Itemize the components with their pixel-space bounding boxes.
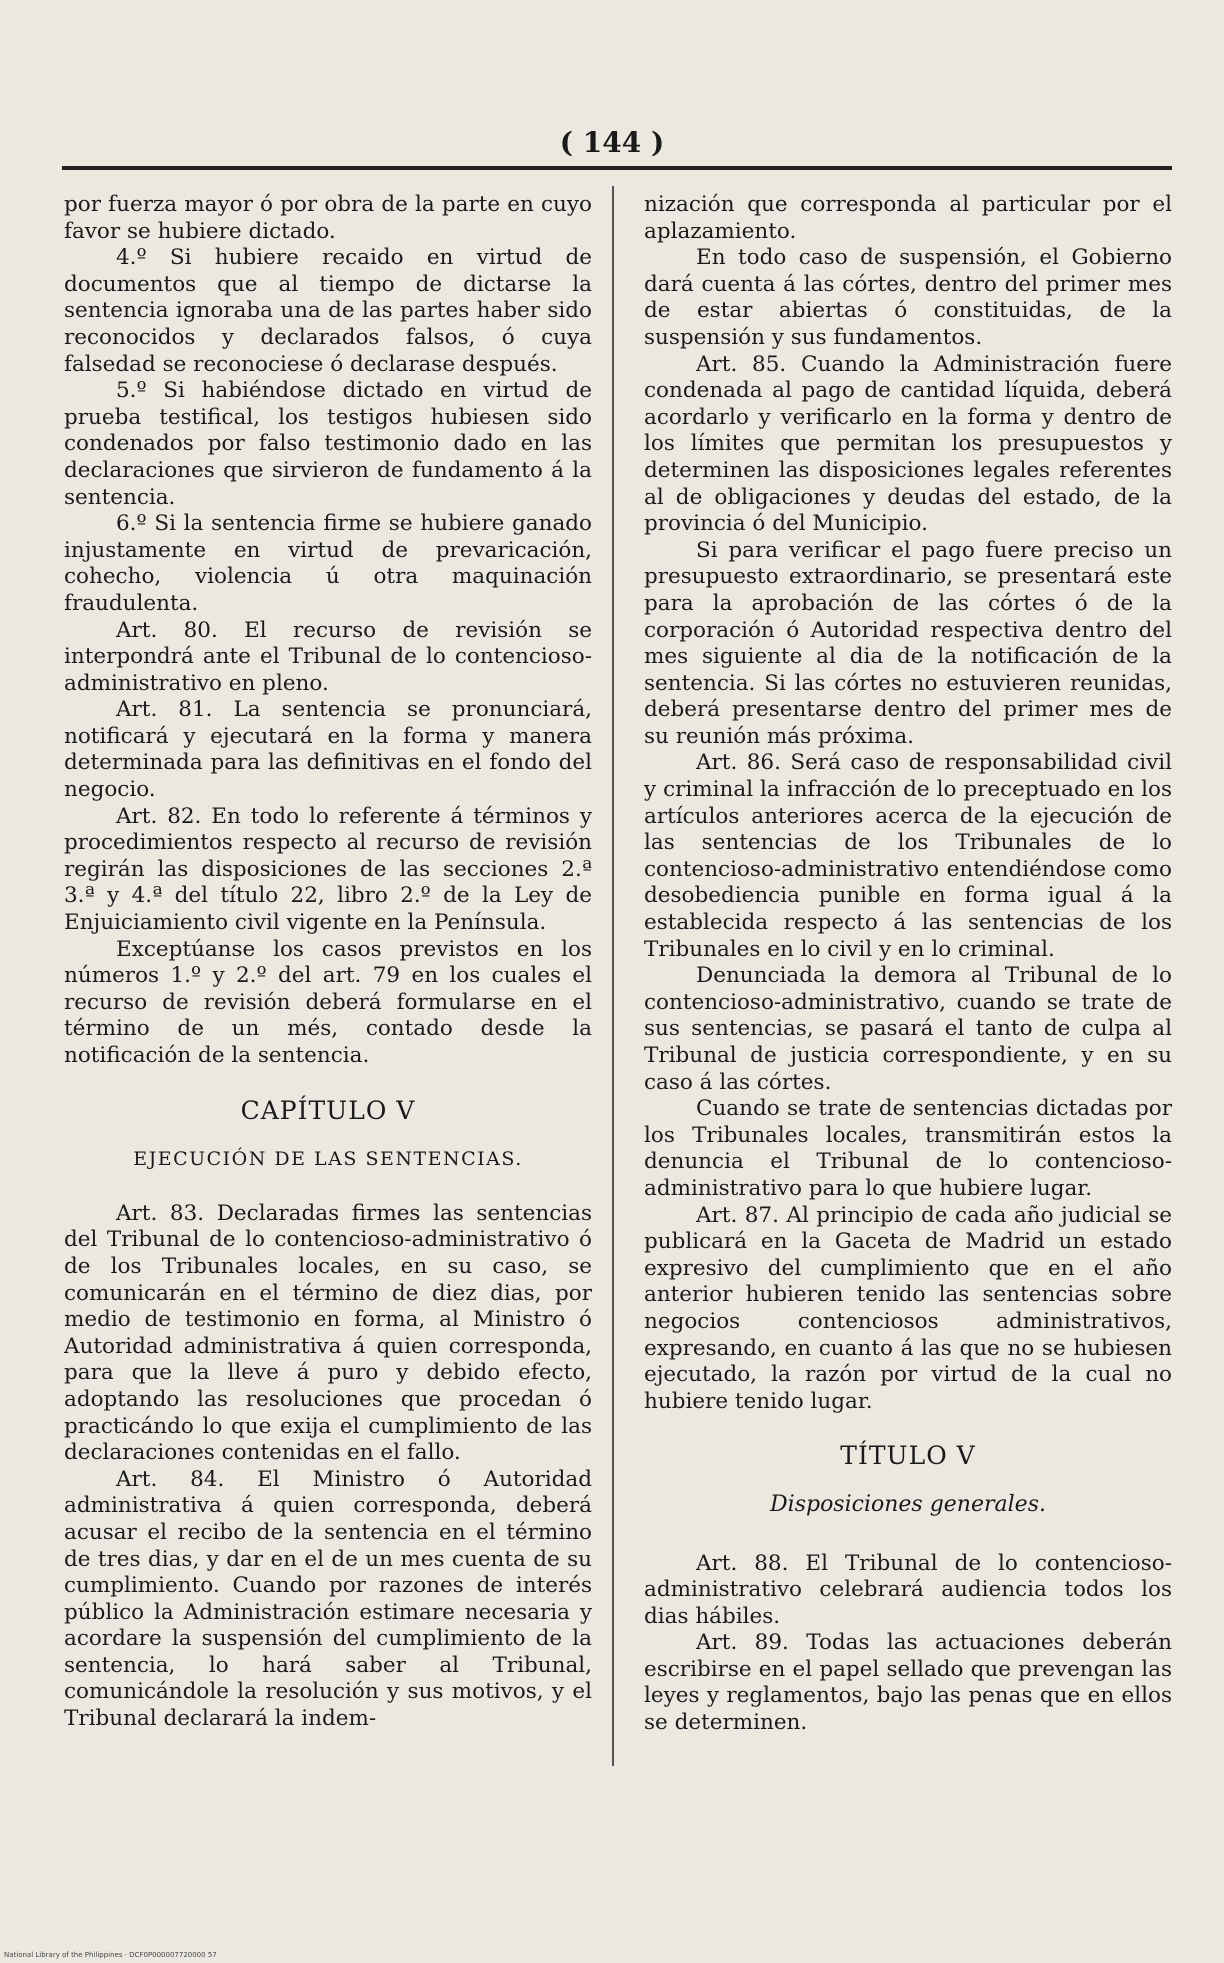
paragraph-art-89: Art. 89. Todas las actuaciones deberán escribirse en el papel sellado que prevengan las leyes y reglamentos, bajo las penas que en ellos se determinen. — [644, 1630, 1172, 1736]
paragraph: 4.º Si hubiere recaido en virtud de documentos que al tiempo de dictarse la sentencia ignoraba una de las partes haber sido reconocidos y declarados falsos, ó cuya falsedad se reconociese ó declarase después. — [64, 245, 592, 377]
section-subheading: EJECUCIÓN DE LAS SENTENCIAS. — [133, 1148, 523, 1171]
paragraph-art-82: Art. 82. En todo lo referente á términos y procedimientos respecto al recurso de revisión regirán las disposiciones de las secciones 2.ª 3.ª y 4.ª del título 22, libro 2.º de la Ley de Enjuiciamiento civil vigente en la Península. — [64, 803, 592, 936]
paragraph-art-85: Art. 85. Cuando la Administración fuere condenada al pago de cantidad líquida, deberá acordarlo y verificarlo en la forma y dentro de los límites que permitan los presupuestos y determinen las disposiciones legales referentes al de obligaciones y deudas del estado, de la provincia ó del Municipio. — [644, 351, 1172, 537]
paragraph-art-87: Art. 87. Al principio de cada año judicial se publicará en la Gaceta de Madrid un estado expresivo del cumplimiento que en el año anterior hubieren tenido las sentencias sobre negocios contenciosos administrativos, expresando, en cuanto á las que no se hubiesen ejecutado, la razón por virtud de la cual no hubiere tenido lugar. — [644, 1202, 1172, 1414]
chapter-heading: CAPÍTULO V — [240, 1095, 416, 1125]
left-column — [64, 192, 592, 1733]
right-column — [644, 192, 1172, 1737]
paragraph-art-81: Art. 81. La sentencia se pronunciará, notificará y ejecutará en la forma y manera determinada para las definitivas en el fondo del negocio. — [64, 697, 592, 803]
paragraph-art-88: Art. 88. El Tribunal de lo contencioso-administrativo celebrará audiencia todos los dias hábiles. — [644, 1550, 1172, 1629]
paragraph: 6.º Si la sentencia firme se hubiere ganado injustamente en virtud de prevaricación, cohecho, violencia ú otra maquinación fraudulenta. — [64, 511, 592, 616]
paragraph: Cuando se trate de sentencias dictadas por los Tribunales locales, transmitirán estos la denuncia el Tribunal de lo contencioso-administrativo para lo que hubiere lugar. — [644, 1096, 1172, 1201]
paragraph: Exceptúanse los casos previstos en los números 1.º y 2.º del art. 79 en los cuales el recurso de revisión deberá formularse en el término de un més, contado desde la notificación de la sentencia. — [64, 936, 592, 1068]
paragraph-art-84: Art. 84. El Ministro ó Autoridad administrativa á quien corresponda, deberá acusar el recibo de la sentencia en el término de tres dias, y dar en el de un mes cuenta de su cumplimiento. Cuando por razones de interés público la Administración estimare necesaria y acordare la suspensión del cumplimiento de la sentencia, lo hará saber al Tribunal, comunicándole la resolución y sus motivos, y el Tribunal declarará la indem- — [64, 1466, 592, 1732]
header-rule — [62, 166, 1172, 170]
title-heading: TÍTULO V — [840, 1441, 976, 1471]
page-number: ( 144 ) — [559, 126, 665, 159]
paragraph-art-80: Art. 80. El recurso de revisión se interpondrá ante el Tribunal de lo contencioso-administrativo en pleno. — [64, 617, 592, 696]
paragraph: En todo caso de suspensión, el Gobierno dará cuenta á las córtes, dentro del primer mes de estar abiertas ó constituidas, de la suspensión y sus fundamentos. — [644, 245, 1172, 350]
footer-note: National Library of the Philippines · DCF0P000007720000 57 — [4, 1951, 217, 1959]
paragraph: nización que corresponda al particular por el aplazamiento. — [644, 192, 1172, 244]
section-italic-heading: Disposiciones generales. — [770, 1491, 1046, 1517]
column-divider — [612, 186, 614, 1766]
paragraph: 5.º Si habiéndose dictado en virtud de prueba testifical, los testigos hubiesen sido condenados por falso testimonio dado en las declaraciones que sirvieron de fundamento á la sentencia. — [64, 378, 592, 510]
paragraph-art-83: Art. 83. Declaradas firmes las sentencias del Tribunal de lo contencioso-administrativo ó de los Tribunales locales, en su caso, se comunicarán en el término de diez dias, por medio de testimonio en forma, al Ministro ó Autoridad administrativa á quien corresponda, para que la lleve á puro y debido efecto, adoptando las resoluciones que procedan ó practicándo lo que exija el cumplimiento de las declaraciones contenidas en el fallo. — [64, 1200, 592, 1466]
paragraph: por fuerza mayor ó por obra de la parte en cuyo favor se hubiere dictado. — [64, 192, 592, 244]
paragraph: Si para verificar el pago fuere preciso un presupuesto extraordinario, se presentará este para la aprobación de las córtes ó de la corporación ó Autoridad respectiva dentro del mes siguiente al dia de la notificación de la sentencia. Si las córtes no estuvieren reunidas, deberá presentarse dentro del primer mes de su reunión más próxima. — [644, 537, 1172, 749]
paragraph: Denunciada la demora al Tribunal de lo contencioso-administrativo, cuando se trate de sus sentencias, se pasará el tanto de culpa al Tribunal de justicia correspondiente, y en su caso á las córtes. — [644, 963, 1172, 1095]
paragraph-art-86: Art. 86. Será caso de responsabilidad civil y criminal la infracción de lo preceptuado en los artículos anteriores acerca de la ejecución de las sentencias de los Tribunales de lo contencioso-administrativo entendiéndose como desobediencia punible en forma igual á la establecida respecto á las sentencias de los Tribunales en lo civil y en lo criminal. — [644, 750, 1172, 962]
